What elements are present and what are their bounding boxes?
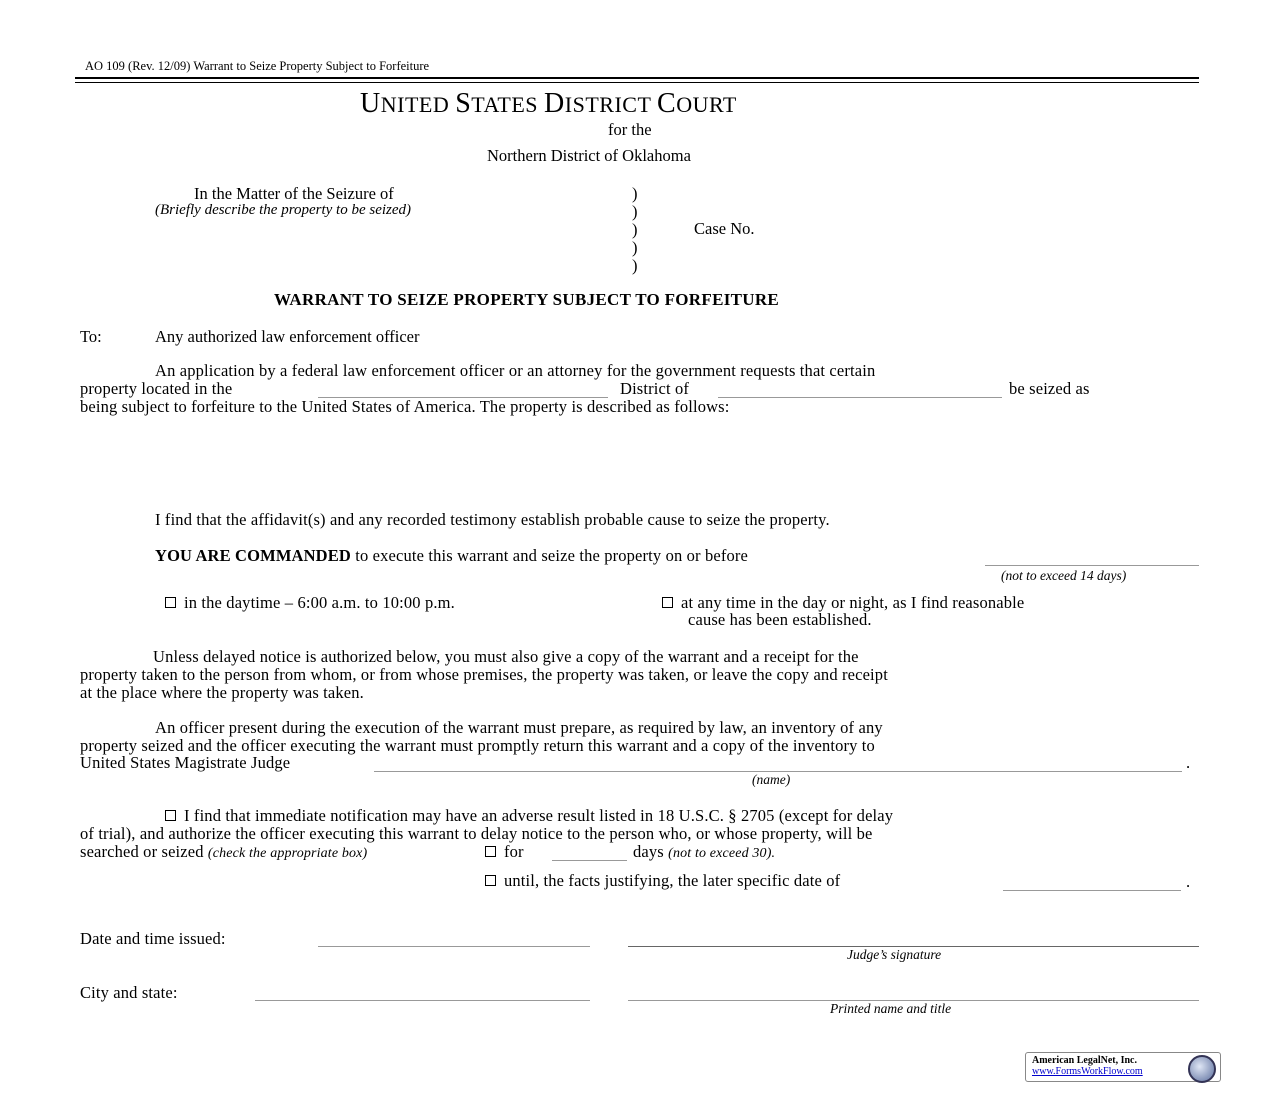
printed-name-caption: Printed name and title <box>830 1001 952 1016</box>
city-label: City and state: <box>80 983 178 1002</box>
inventory-line2: property seized and the officer executing the warrant must promptly return this warrant and a copy of the inventory to <box>80 736 875 755</box>
court-title-part: S <box>455 88 472 119</box>
court-title-part: OURT <box>676 92 737 117</box>
delay-line2: of trial), and authorize the officer executing this warrant to delay notice to the person who, or whose property, will be <box>80 824 873 843</box>
court-title-part: TATES <box>471 92 545 117</box>
inventory-period: . <box>1186 753 1191 772</box>
commanded-line <box>155 547 748 565</box>
inventory-line3: United States Magistrate Judge <box>80 753 291 772</box>
for-the: for the <box>608 120 652 139</box>
notice-line1: Unless delayed notice is authorized below, you must also give a copy of the warrant and a receipt for the <box>153 647 859 666</box>
until-date-field[interactable] <box>1003 890 1181 891</box>
court-title-part: U <box>360 88 381 119</box>
court-title <box>360 88 737 120</box>
until-checkbox[interactable] <box>485 875 496 886</box>
court-title-part: C <box>657 88 677 119</box>
district-name: Northern District of Oklahoma <box>487 146 691 165</box>
header-rule <box>75 77 1199 79</box>
for-checkbox[interactable] <box>485 846 496 857</box>
matter-label: In the Matter of the Seizure of <box>194 184 394 203</box>
anytime-label-2: cause has been established. <box>688 610 872 629</box>
case-number-label: Case No. <box>694 219 755 238</box>
district-field[interactable] <box>718 397 1002 398</box>
application-line1: An application by a federal law enforcement officer or an attorney for the government requests that certain <box>155 361 876 380</box>
describe-note: (Briefly describe the property to be seized) <box>155 202 412 218</box>
until-period: . <box>1186 872 1191 891</box>
name-caption: (name) <box>752 772 791 787</box>
footer-logo[interactable] <box>1025 1052 1221 1082</box>
application-line3: being subject to forfeiture to the United States of America. The property is described as follows: <box>80 397 730 416</box>
caption-paren: ) <box>632 184 638 203</box>
court-title-part: NITED <box>380 92 456 117</box>
daytime-option[interactable] <box>165 594 455 612</box>
days-label: days <box>633 842 664 861</box>
warrant-title: WARRANT TO SEIZE PROPERTY SUBJECT TO FORFEITURE <box>274 290 780 309</box>
daytime-label: in the daytime – 6:00 a.m. to 10:00 p.m. <box>184 593 455 612</box>
court-title-part: ISTRICT <box>564 92 657 117</box>
delay-checkbox[interactable] <box>165 810 176 821</box>
issued-label: Date and time issued: <box>80 929 226 948</box>
delay-line3a: searched or seized <box>80 842 204 861</box>
to-label: To: <box>80 327 102 346</box>
until-option[interactable] <box>485 872 840 890</box>
caption-paren: ) <box>632 220 638 239</box>
delay-line1: I find that immediate notification may have an adverse result listed in 18 U.S.C. § 2705 (except for delay <box>184 806 894 825</box>
issued-field[interactable] <box>318 946 590 947</box>
days-note: (not to exceed 30). <box>668 846 776 861</box>
application-line2c: be seized as <box>1009 379 1090 398</box>
deadline-note: (not to exceed 14 days) <box>1001 568 1127 583</box>
commanded-rest: to execute this warrant and seize the property on or before <box>350 546 749 565</box>
application-line2b: District of <box>620 379 690 398</box>
anytime-checkbox[interactable] <box>662 597 673 608</box>
delay-line3b: (check the appropriate box) <box>207 846 368 861</box>
for-label: for <box>504 842 524 861</box>
commanded-bold: YOU ARE COMMANDED <box>155 546 351 565</box>
delay-option[interactable] <box>165 807 893 825</box>
anytime-label: at any time in the day or night, as I find reasonable <box>681 593 1025 612</box>
application-line2a: property located in the <box>80 379 233 398</box>
logo-url[interactable]: www.FormsWorkFlow.com <box>1032 1066 1143 1077</box>
caption-paren: ) <box>632 256 638 275</box>
until-label: until, the facts justifying, the later specific date of <box>504 871 841 890</box>
days-field[interactable] <box>552 860 627 861</box>
logo-company: American LegalNet, Inc. <box>1032 1055 1137 1066</box>
daytime-checkbox[interactable] <box>165 597 176 608</box>
find-cause: I find that the affidavit(s) and any recorded testimony establish probable cause to seize the property. <box>155 510 830 529</box>
caption-paren: ) <box>632 202 638 221</box>
notice-line2: property taken to the person from whom, or from whose premises, the property was taken, or leave the copy and receipt <box>80 665 888 684</box>
header-rule-thin <box>75 82 1199 83</box>
to-value: Any authorized law enforcement officer <box>155 327 420 346</box>
inventory-line1: An officer present during the execution of the warrant must prepare, as required by law, an inventory of any <box>155 718 883 737</box>
days-text <box>633 843 775 863</box>
judge-signature-caption: Judge’s signature <box>847 947 942 962</box>
caption-paren: ) <box>632 238 638 257</box>
delay-line3 <box>80 843 367 863</box>
form-id: AO 109 (Rev. 12/09) Warrant to Seize Property Subject to Forfeiture <box>85 59 430 73</box>
property-description-area[interactable] <box>80 420 1190 505</box>
city-field[interactable] <box>255 1000 590 1001</box>
notice-line3: at the place where the property was taken. <box>80 683 364 702</box>
globe-icon <box>1188 1055 1216 1083</box>
court-title-part: D <box>544 88 565 119</box>
for-option[interactable] <box>485 843 524 861</box>
deadline-field[interactable] <box>985 565 1199 566</box>
